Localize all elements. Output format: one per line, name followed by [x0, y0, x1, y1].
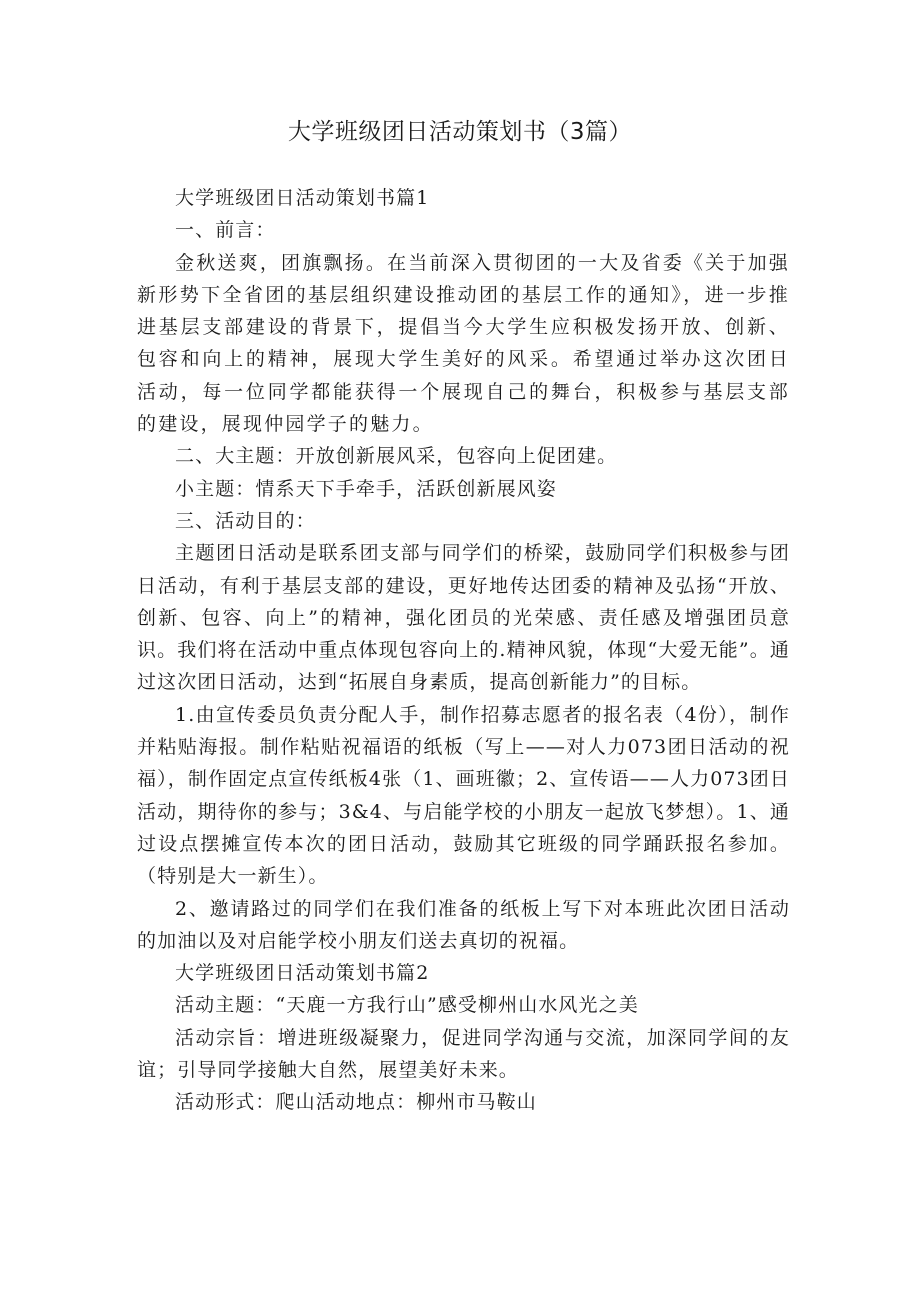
document-title: 大学班级团日活动策划书（3篇）	[287, 119, 633, 145]
paragraph-activity-theme: 活动主题：“天鹿一方我行山”感受柳州山水风光之美	[175, 994, 639, 1017]
paragraph-step-2: 2、邀请路过的同学们在我们准备的纸板上写下对本班此次团日活动的加油以及对启能学校小朋友们送去真切的祝福。	[137, 897, 790, 952]
paragraph-sub-theme: 小主题：情系天下手牵手，活跃创新展风姿	[175, 477, 557, 500]
paragraph-step-1: 1.由宣传委员负责分配人手，制作招募志愿者的报名表（4份），制作并粘贴海报。制作粘贴祝福语的纸板（写上——对人力073团日活动的祝福），制作固定点宣传纸板4张（1、画班徽；2、宣传语——人力073团日活动，期待你的参与；3&4、与启能学校的小朋友一起放飞梦想）。1、通过设点摆摊宣传本次的团日活动，鼓励其它班级的同学踊跃报名参加。（特别是大一新生）。	[137, 703, 790, 888]
paragraph-purpose: 主题团日活动是联系团支部与同学们的桥梁，鼓励同学们积极参与团日活动，有利于基层支部的建设，更好地传达团委的精神及弘扬“开放、创新、包容、向上”的精神，强化团员的光荣感、责任感及增强团员意识。我们将在活动中重点体现包容向上的.精神风貌，体现“大爱无能”。通过这次团日活动，达到“拓展自身素质，提高创新能力”的目标。	[137, 542, 790, 694]
section-heading-part-2: 大学班级团日活动策划书篇2	[175, 962, 430, 985]
paragraph-activity-format: 活动形式：爬山活动地点：柳州市马鞍山	[175, 1091, 537, 1114]
document-body	[137, 182, 790, 1119]
section-heading-part-1: 大学班级团日活动策划书篇1	[175, 187, 430, 209]
paragraph-activity-purpose: 活动宗旨：增进班级凝聚力，促进同学沟通与交流，加深同学间的友谊；引导同学接触大自然，展望美好未来。	[137, 1026, 790, 1082]
heading-main-theme: 二、大主题：开放创新展风采，包容向上促团建。	[175, 445, 618, 468]
paragraph-preface: 金秋送爽，团旗飘扬。在当前深入贯彻团的一大及省委《关于加强新形势下全省团的基层组织建设推动团的基层工作的通知》，进一步推进基层支部建设的背景下，提倡当今大学生应积极发扬开放、创新、包容和向上的精神，展现大学生美好的风采。希望通过举办这次团日活动，每一位同学都能获得一个展现自己的舞台，积极参与基层支部的建设，展现仲园学子的魅力。	[137, 251, 790, 436]
heading-purpose: 三、活动目的：	[175, 509, 316, 532]
heading-preface: 一、前言：	[175, 219, 276, 242]
